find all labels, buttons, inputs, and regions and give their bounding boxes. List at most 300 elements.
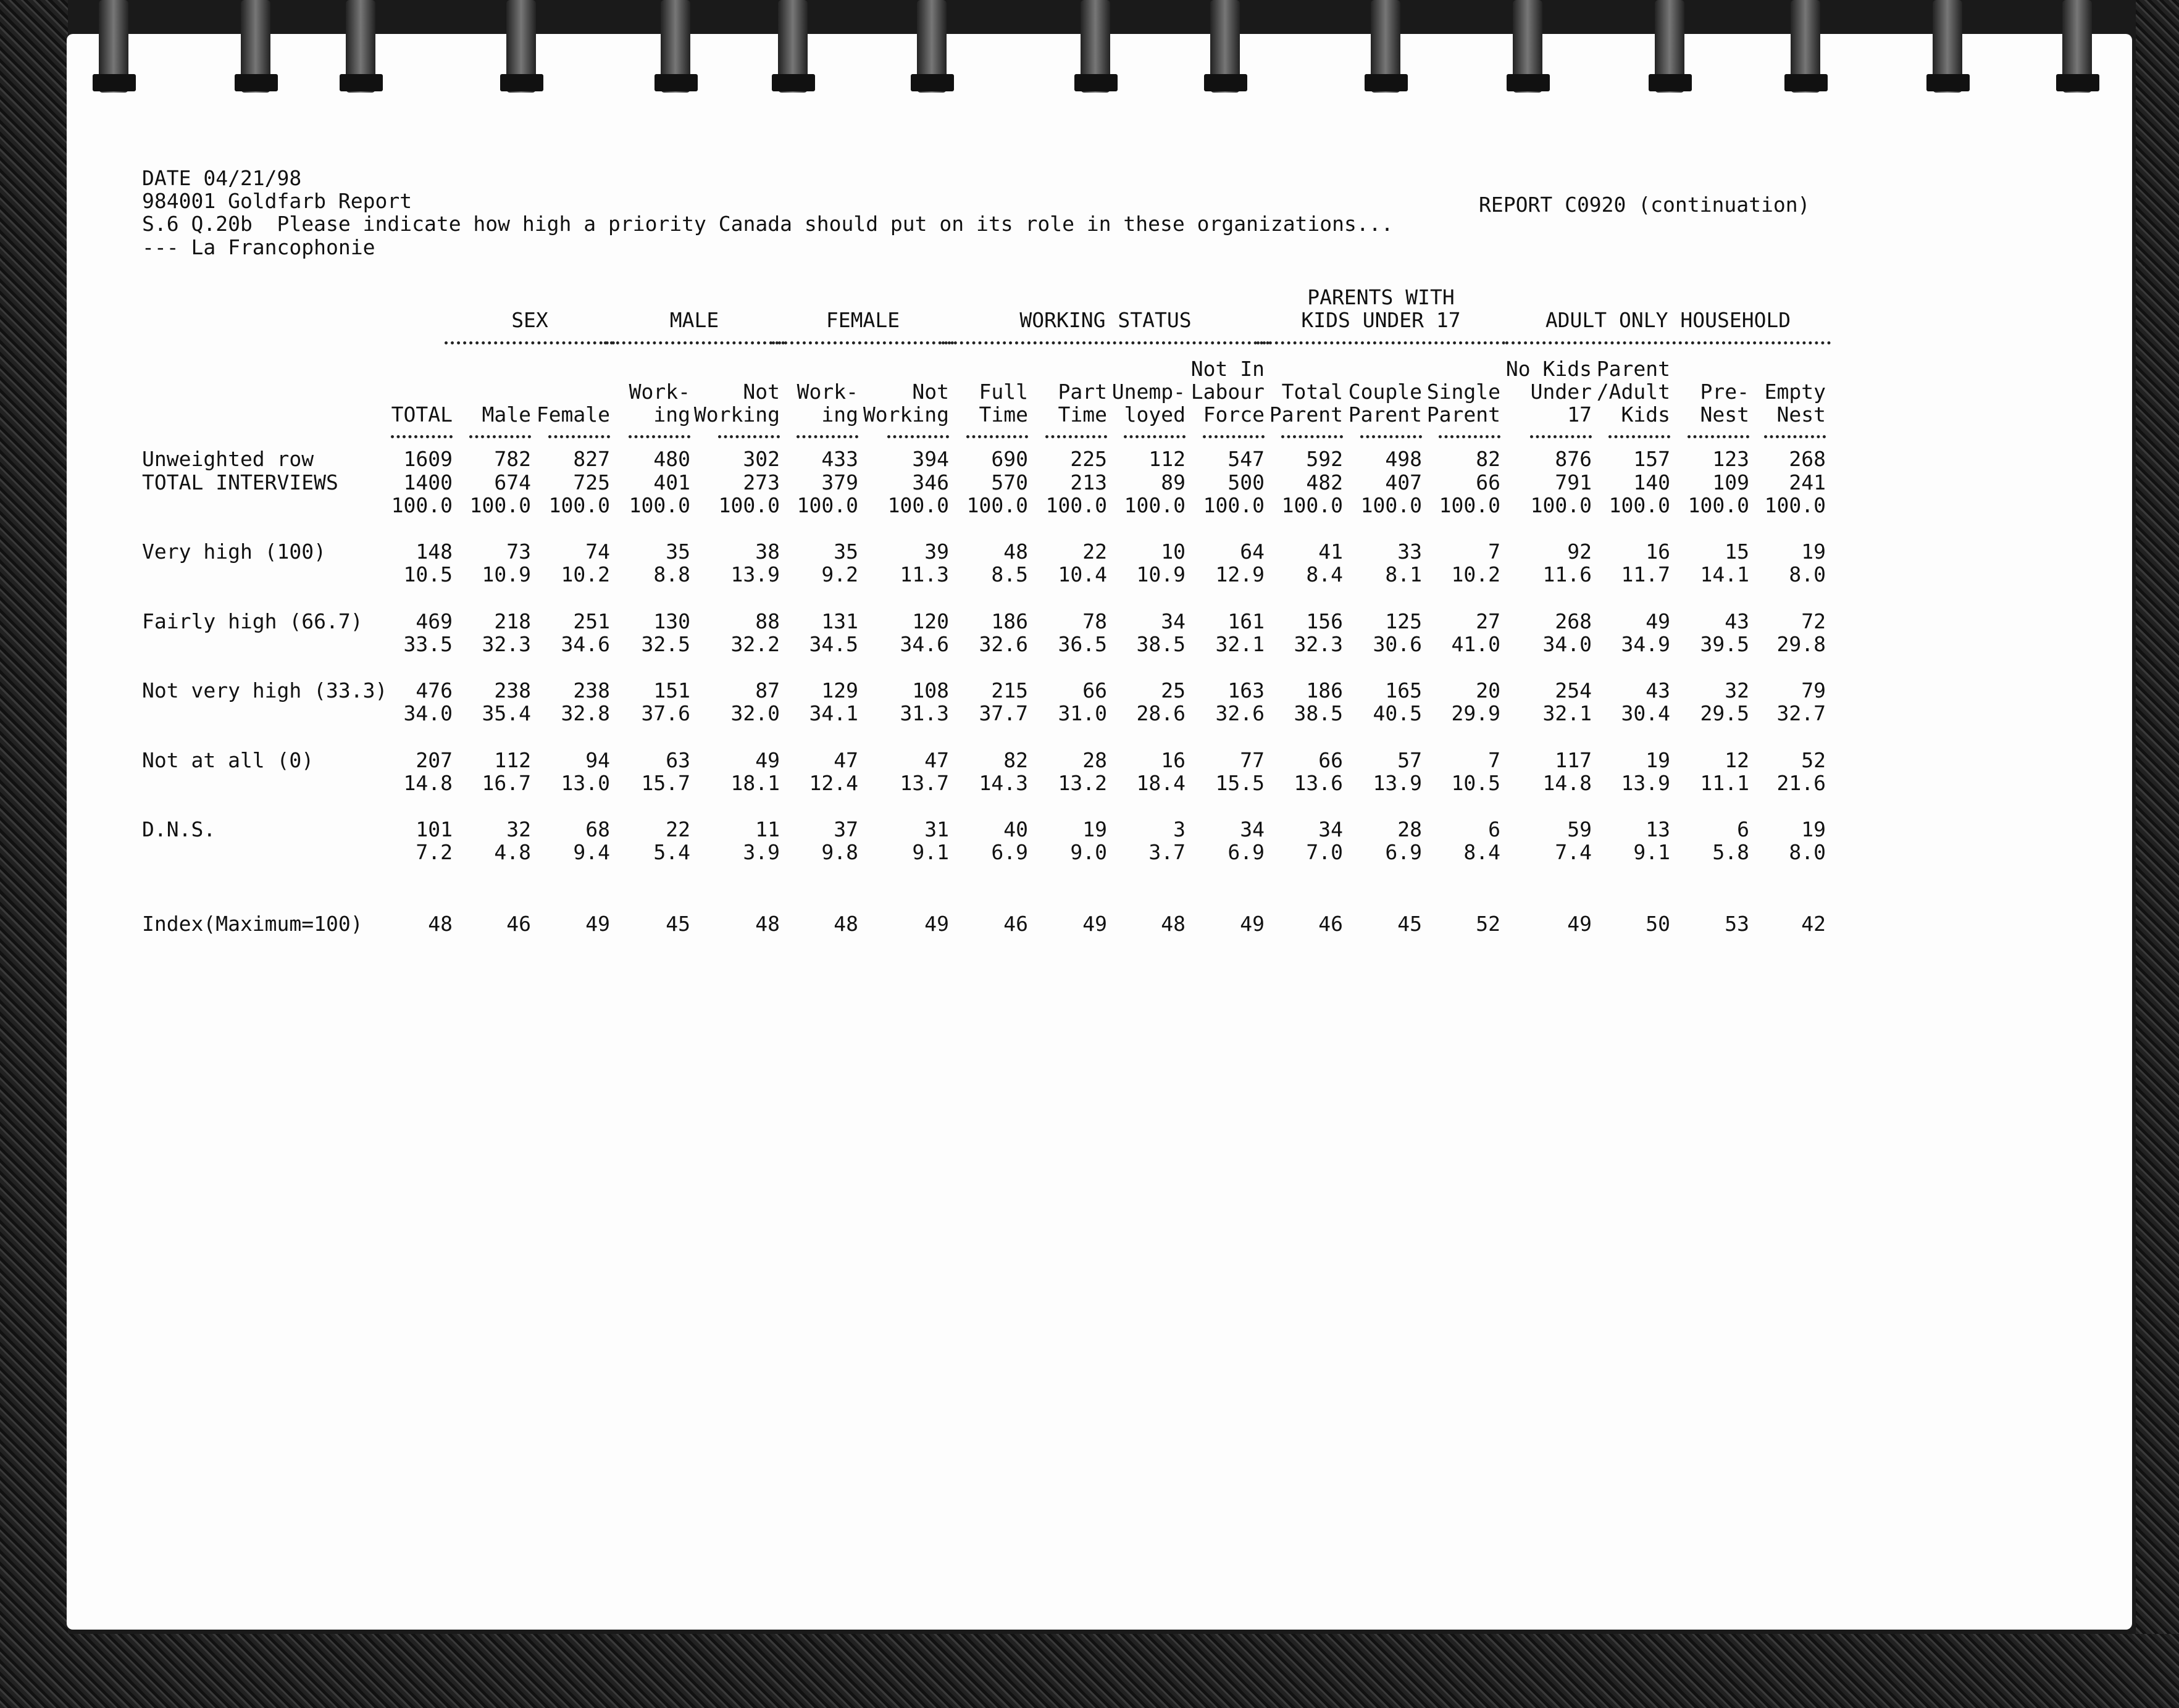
table-cell: 100.0 — [1281, 493, 1343, 517]
table-cell: 32.5 — [641, 632, 690, 656]
table-cell: 238 — [573, 678, 610, 702]
table-cell: 32.1 — [1215, 632, 1265, 656]
table-cell: 13.9 — [1373, 771, 1422, 795]
group-divider — [942, 341, 1269, 344]
column-header: Female — [536, 402, 610, 427]
table-cell: 100.0 — [391, 493, 453, 517]
binder-hole — [1074, 74, 1118, 91]
table-cell: 59 — [1567, 817, 1592, 841]
binder-rings — [74, 0, 2124, 99]
table-cell: 47 — [834, 748, 858, 772]
table-cell: 28 — [1082, 748, 1107, 772]
table-cell: 225 — [1070, 447, 1107, 471]
table-cell: 49 — [755, 748, 780, 772]
table-cell: 40 — [1003, 817, 1028, 841]
table-cell: 34 — [1318, 817, 1343, 841]
table-cell: 7.0 — [1306, 840, 1343, 864]
table-cell: 57 — [1397, 748, 1422, 772]
column-header: Male — [482, 402, 531, 427]
table-cell: 48 — [428, 912, 453, 936]
table-cell: 10.2 — [561, 562, 610, 586]
row-label: Not at all (0) — [142, 748, 314, 772]
table-cell: 10.9 — [482, 562, 531, 586]
table-cell: 7 — [1488, 539, 1500, 564]
binder-hole — [1507, 74, 1550, 91]
table-cell: 109 — [1712, 470, 1749, 494]
binder-hole — [1926, 74, 1970, 91]
table-cell: 32.8 — [561, 701, 610, 725]
table-cell: 108 — [912, 678, 949, 702]
table-cell: 10.9 — [1136, 562, 1186, 586]
table-cell: 469 — [416, 609, 453, 633]
table-cell: 100.0 — [1203, 493, 1265, 517]
table-cell: 37.7 — [979, 701, 1028, 725]
table-cell: 7 — [1488, 748, 1500, 772]
row-label: Very high (100) — [142, 539, 327, 564]
table-cell: 268 — [1789, 447, 1826, 471]
column-divider — [629, 435, 690, 438]
table-cell: 433 — [821, 447, 858, 471]
table-cell: 3.9 — [743, 840, 780, 864]
table-cell: 15.7 — [641, 771, 690, 795]
table-cell: 39 — [924, 539, 949, 564]
table-cell: 9.0 — [1070, 840, 1107, 864]
group-header: WORKING STATUS — [1019, 308, 1192, 332]
column-header: Work- ing — [629, 380, 690, 427]
table-cell: 34.5 — [809, 632, 858, 656]
table-cell: 8.1 — [1385, 562, 1422, 586]
table-cell: 6.9 — [1228, 840, 1265, 864]
table-cell: 215 — [991, 678, 1028, 702]
table-cell: 18.1 — [730, 771, 780, 795]
table-cell: 218 — [494, 609, 531, 633]
column-divider — [1360, 435, 1422, 438]
table-cell: 35.4 — [482, 701, 531, 725]
table-cell: 5.8 — [1712, 840, 1749, 864]
table-cell: 30.6 — [1373, 632, 1422, 656]
table-cell: 34.0 — [403, 701, 453, 725]
table-cell: 6.9 — [991, 840, 1028, 864]
table-cell: 19 — [1646, 748, 1670, 772]
table-cell: 123 — [1712, 447, 1749, 471]
table-cell: 100.0 — [1124, 493, 1186, 517]
table-cell: 32 — [506, 817, 531, 841]
row-label: D.N.S. — [142, 817, 216, 841]
table-cell: 13.6 — [1294, 771, 1343, 795]
table-cell: 20 — [1476, 678, 1500, 702]
table-cell: 827 — [573, 447, 610, 471]
column-divider — [1608, 435, 1670, 438]
table-cell: 11.6 — [1542, 562, 1592, 586]
table-cell: 15.5 — [1215, 771, 1265, 795]
table-cell: 394 — [912, 447, 949, 471]
table-cell: 100.0 — [797, 493, 858, 517]
table-cell: 49 — [585, 912, 610, 936]
row-label: Unweighted row — [142, 447, 314, 471]
table-cell: 32.2 — [730, 632, 780, 656]
column-header: Not Working — [693, 380, 780, 427]
binder-hole — [2056, 74, 2099, 91]
table-cell: 32.3 — [482, 632, 531, 656]
table-cell: 273 — [743, 470, 780, 494]
table-cell: 140 — [1633, 470, 1670, 494]
report-date: DATE 04/21/98 — [142, 166, 302, 190]
column-divider — [1124, 435, 1186, 438]
column-header: Not In Labour Force — [1190, 357, 1265, 427]
table-cell: 46 — [506, 912, 531, 936]
table-cell: 6 — [1737, 817, 1749, 841]
table-cell: 47 — [924, 748, 949, 772]
table-cell: 49 — [1082, 912, 1107, 936]
table-cell: 36.5 — [1058, 632, 1107, 656]
table-cell: 100.0 — [1764, 493, 1826, 517]
table-cell: 34.9 — [1621, 632, 1670, 656]
table-cell: 64 — [1240, 539, 1265, 564]
row-label: Fairly high (66.7) — [142, 609, 363, 633]
binder-hole — [235, 74, 278, 91]
table-cell: 12 — [1725, 748, 1749, 772]
table-cell: 157 — [1633, 447, 1670, 471]
table-cell: 131 — [821, 609, 858, 633]
row-label: Not very high (33.3) — [142, 678, 388, 702]
column-divider — [718, 435, 780, 438]
table-cell: 125 — [1385, 609, 1422, 633]
table-cell: 13.9 — [1621, 771, 1670, 795]
table-cell: 268 — [1555, 609, 1592, 633]
table-cell: 49 — [1646, 609, 1670, 633]
table-cell: 148 — [416, 539, 453, 564]
table-cell: 101 — [416, 817, 453, 841]
group-header: ADULT ONLY HOUSEHOLD — [1545, 308, 1791, 332]
table-cell: 35 — [834, 539, 858, 564]
table-cell: 72 — [1801, 609, 1826, 633]
column-divider — [887, 435, 949, 438]
group-divider — [604, 341, 785, 344]
table-cell: 27 — [1476, 609, 1500, 633]
table-cell: 8.0 — [1789, 840, 1826, 864]
table-cell: 34.6 — [561, 632, 610, 656]
table-cell: 32.3 — [1294, 632, 1343, 656]
table-cell: 302 — [743, 447, 780, 471]
table-cell: 35 — [666, 539, 690, 564]
table-cell: 7.4 — [1555, 840, 1592, 864]
table-cell: 13 — [1646, 817, 1670, 841]
group-divider — [1505, 341, 1831, 344]
table-cell: 37.6 — [641, 701, 690, 725]
table-cell: 19 — [1801, 817, 1826, 841]
binder-hole — [1365, 74, 1408, 91]
table-cell: 112 — [494, 748, 531, 772]
column-header: Total Parent — [1269, 380, 1343, 427]
report-name: 984001 Goldfarb Report — [142, 189, 412, 213]
table-cell: 48 — [1003, 539, 1028, 564]
table-cell: 100.0 — [966, 493, 1028, 517]
table-cell: 100.0 — [629, 493, 690, 517]
row-label: TOTAL INTERVIEWS — [142, 470, 338, 494]
table-cell: 43 — [1646, 678, 1670, 702]
table-cell: 32 — [1725, 678, 1749, 702]
table-cell: 690 — [991, 447, 1028, 471]
table-cell: 82 — [1003, 748, 1028, 772]
binder-hole — [1784, 74, 1828, 91]
table-cell: 38.5 — [1136, 632, 1186, 656]
table-cell: 22 — [1082, 539, 1107, 564]
table-cell: 92 — [1567, 539, 1592, 564]
table-cell: 213 — [1070, 470, 1107, 494]
binder-hole — [340, 74, 383, 91]
table-cell: 498 — [1385, 447, 1422, 471]
column-header: TOTAL — [391, 402, 453, 427]
column-divider — [1439, 435, 1500, 438]
table-cell: 547 — [1228, 447, 1265, 471]
subtopic: --- La Francophonie — [142, 235, 375, 259]
table-cell: 30.4 — [1621, 701, 1670, 725]
table-cell: 13.0 — [561, 771, 610, 795]
group-header: FEMALE — [826, 308, 900, 332]
table-cell: 100.0 — [1530, 493, 1592, 517]
column-header: Empty Nest — [1764, 380, 1826, 427]
table-cell: 100.0 — [1360, 493, 1422, 517]
table-cell: 40.5 — [1373, 701, 1422, 725]
row-label: Index(Maximum=100) — [142, 912, 363, 936]
table-cell: 8.5 — [991, 562, 1028, 586]
table-cell: 82 — [1476, 447, 1500, 471]
table-cell: 8.0 — [1789, 562, 1826, 586]
table-cell: 49 — [924, 912, 949, 936]
table-cell: 29.5 — [1700, 701, 1749, 725]
column-divider — [1530, 435, 1592, 438]
table-cell: 10 — [1161, 539, 1186, 564]
table-cell: 13.7 — [900, 771, 949, 795]
table-cell: 186 — [991, 609, 1028, 633]
table-cell: 112 — [1148, 447, 1186, 471]
column-divider — [966, 435, 1028, 438]
table-cell: 34 — [1240, 817, 1265, 841]
table-cell: 88 — [755, 609, 780, 633]
column-divider — [469, 435, 531, 438]
table-cell: 161 — [1228, 609, 1265, 633]
table-cell: 100.0 — [1688, 493, 1749, 517]
table-cell: 38 — [755, 539, 780, 564]
table-cell: 77 — [1240, 748, 1265, 772]
table-cell: 78 — [1082, 609, 1107, 633]
table-cell: 14.1 — [1700, 562, 1749, 586]
column-header: Unemp- loyed — [1111, 380, 1186, 427]
table-cell: 4.8 — [494, 840, 531, 864]
table-cell: 117 — [1555, 748, 1592, 772]
table-cell: 11 — [755, 817, 780, 841]
table-cell: 674 — [494, 470, 531, 494]
group-header: MALE — [669, 308, 719, 332]
table-cell: 725 — [573, 470, 610, 494]
table-cell: 66 — [1318, 748, 1343, 772]
table-cell: 156 — [1306, 609, 1343, 633]
table-cell: 782 — [494, 447, 531, 471]
table-cell: 41 — [1318, 539, 1343, 564]
column-divider — [548, 435, 610, 438]
table-cell: 100.0 — [887, 493, 949, 517]
table-cell: 52 — [1801, 748, 1826, 772]
table-cell: 12.4 — [809, 771, 858, 795]
table-cell: 100.0 — [1045, 493, 1107, 517]
table-cell: 73 — [506, 539, 531, 564]
table-cell: 11.3 — [900, 562, 949, 586]
table-cell: 48 — [834, 912, 858, 936]
column-header: Pre- Nest — [1700, 380, 1749, 427]
table-cell: 13.2 — [1058, 771, 1107, 795]
table-cell: 3.7 — [1148, 840, 1186, 864]
table-cell: 876 — [1555, 447, 1592, 471]
table-cell: 10.5 — [403, 562, 453, 586]
column-header: Not Working — [863, 380, 949, 427]
column-divider — [1281, 435, 1343, 438]
table-cell: 129 — [821, 678, 858, 702]
table-cell: 32.6 — [1215, 701, 1265, 725]
table-cell: 8.8 — [653, 562, 690, 586]
table-cell: 120 — [912, 609, 949, 633]
table-cell: 186 — [1306, 678, 1343, 702]
table-cell: 407 — [1385, 470, 1422, 494]
table-cell: 15 — [1725, 539, 1749, 564]
table-cell: 31.0 — [1058, 701, 1107, 725]
table-cell: 32.7 — [1776, 701, 1826, 725]
table-cell: 500 — [1228, 470, 1265, 494]
table-cell: 46 — [1003, 912, 1028, 936]
table-cell: 14.3 — [979, 771, 1028, 795]
table-cell: 100.0 — [469, 493, 531, 517]
binder-hole — [911, 74, 954, 91]
table-cell: 12.9 — [1215, 562, 1265, 586]
table-cell: 34.0 — [1542, 632, 1592, 656]
table-cell: 19 — [1082, 817, 1107, 841]
table-cell: 34.6 — [900, 632, 949, 656]
binder-hole — [772, 74, 815, 91]
table-cell: 151 — [653, 678, 690, 702]
table-cell: 346 — [912, 470, 949, 494]
table-cell: 42 — [1801, 912, 1826, 936]
group-header: SEX — [511, 308, 548, 332]
table-cell: 14.8 — [403, 771, 453, 795]
column-divider — [1203, 435, 1265, 438]
table-cell: 9.2 — [821, 562, 858, 586]
table-cell: 163 — [1228, 678, 1265, 702]
table-cell: 16.7 — [482, 771, 531, 795]
table-cell: 50 — [1646, 912, 1670, 936]
column-header: No Kids Under 17 — [1505, 357, 1592, 427]
table-cell: 10.5 — [1451, 771, 1500, 795]
table-cell: 480 — [653, 447, 690, 471]
table-cell: 476 — [416, 678, 453, 702]
table-cell: 32.1 — [1542, 701, 1592, 725]
table-cell: 32.0 — [730, 701, 780, 725]
table-cell: 207 — [416, 748, 453, 772]
table-cell: 63 — [666, 748, 690, 772]
table-cell: 100.0 — [718, 493, 780, 517]
table-cell: 22 — [666, 817, 690, 841]
table-cell: 5.4 — [653, 840, 690, 864]
binder-frame-bottom — [0, 1634, 2179, 1708]
table-cell: 29.8 — [1776, 632, 1826, 656]
table-cell: 66 — [1082, 678, 1107, 702]
table-cell: 241 — [1789, 470, 1826, 494]
table-cell: 52 — [1476, 912, 1500, 936]
binder-hole — [1204, 74, 1247, 91]
group-header: PARENTS WITH KIDS UNDER 17 — [1301, 285, 1461, 332]
table-cell: 8.4 — [1463, 840, 1500, 864]
column-header: Work- ing — [797, 380, 858, 427]
binder-hole — [93, 74, 136, 91]
column-header: Couple Parent — [1348, 380, 1422, 427]
table-cell: 43 — [1725, 609, 1749, 633]
binder-frame-left — [0, 0, 68, 1708]
table-cell: 34 — [1161, 609, 1186, 633]
table-cell: 87 — [755, 678, 780, 702]
table-cell: 46 — [1318, 912, 1343, 936]
binder-frame-right — [2136, 0, 2179, 1708]
table-cell: 31.3 — [900, 701, 949, 725]
group-divider — [772, 341, 954, 344]
table-cell: 100.0 — [1608, 493, 1670, 517]
table-cell: 11.1 — [1700, 771, 1749, 795]
column-divider — [1764, 435, 1826, 438]
table-cell: 130 — [653, 609, 690, 633]
column-header: Part Time — [1058, 380, 1107, 427]
report-id: REPORT C0920 (continuation) — [1479, 193, 1810, 217]
table-cell: 254 — [1555, 678, 1592, 702]
table-cell: 37 — [834, 817, 858, 841]
table-cell: 33 — [1397, 539, 1422, 564]
binder-hole — [655, 74, 698, 91]
table-cell: 791 — [1555, 470, 1592, 494]
table-cell: 14.8 — [1542, 771, 1592, 795]
table-cell: 18.4 — [1136, 771, 1186, 795]
table-cell: 11.7 — [1621, 562, 1670, 586]
table-cell: 6 — [1488, 817, 1500, 841]
table-cell: 48 — [1161, 912, 1186, 936]
table-cell: 9.4 — [573, 840, 610, 864]
column-divider — [1688, 435, 1749, 438]
question-text: S.6 Q.20b Please indicate how high a priority Canada should put on its role in these organizations... — [142, 212, 1394, 236]
table-cell: 68 — [585, 817, 610, 841]
column-header: Full Time — [979, 380, 1028, 427]
table-cell: 25 — [1161, 678, 1186, 702]
column-header: Parent /Adult Kids — [1596, 357, 1670, 427]
table-cell: 9.8 — [821, 840, 858, 864]
table-cell: 165 — [1385, 678, 1422, 702]
table-cell: 89 — [1161, 470, 1186, 494]
table-cell: 39.5 — [1700, 632, 1749, 656]
table-cell: 16 — [1646, 539, 1670, 564]
table-cell: 94 — [585, 748, 610, 772]
table-cell: 570 — [991, 470, 1028, 494]
table-cell: 592 — [1306, 447, 1343, 471]
table-cell: 6.9 — [1385, 840, 1422, 864]
table-cell: 8.4 — [1306, 562, 1343, 586]
table-cell: 53 — [1725, 912, 1749, 936]
table-cell: 238 — [494, 678, 531, 702]
table-cell: 251 — [573, 609, 610, 633]
group-divider — [445, 341, 615, 344]
table-cell: 10.2 — [1451, 562, 1500, 586]
column-divider — [391, 435, 453, 438]
table-cell: 29.9 — [1451, 701, 1500, 725]
group-divider — [1257, 341, 1505, 344]
table-cell: 9.1 — [1633, 840, 1670, 864]
table-cell: 49 — [1240, 912, 1265, 936]
table-cell: 379 — [821, 470, 858, 494]
table-cell: 28 — [1397, 817, 1422, 841]
table-cell: 28.6 — [1136, 701, 1186, 725]
